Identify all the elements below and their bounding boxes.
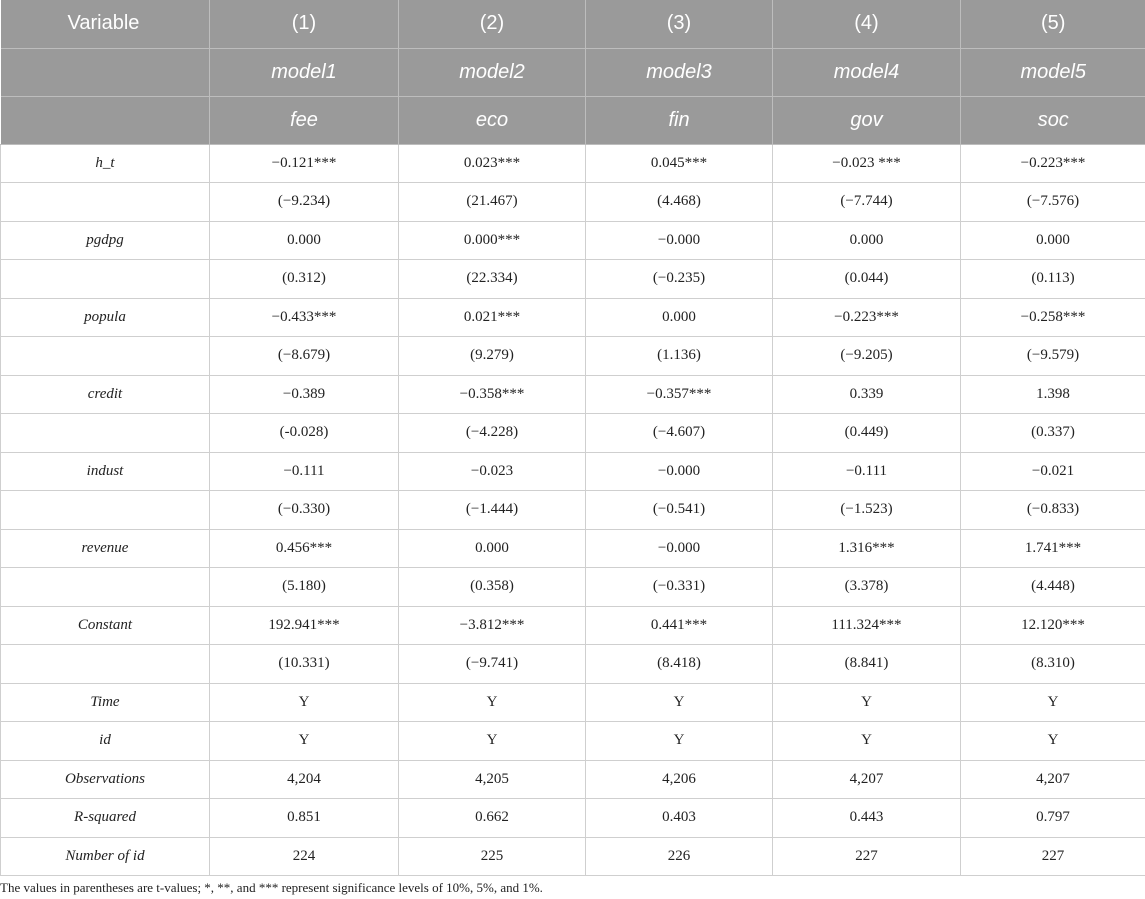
table-cell: Y <box>961 683 1145 722</box>
table-row <box>1 529 1145 568</box>
table-cell: (0.358) <box>399 568 586 607</box>
table-cell: 4,207 <box>961 760 1145 799</box>
table-cell: 0.021*** <box>399 298 586 337</box>
row-label: R-squared <box>1 799 210 838</box>
table-cell: −0.223*** <box>773 298 961 337</box>
table-cell: 227 <box>961 837 1145 876</box>
row-label: credit <box>1 375 210 414</box>
header-row-models <box>1 48 1145 96</box>
header-depvar-1: fee <box>210 96 399 144</box>
table-cell: (−0.235) <box>586 260 773 299</box>
row-label: pgdpg <box>1 221 210 260</box>
table-cell: (−7.576) <box>961 183 1145 222</box>
table-cell: (−0.330) <box>210 491 399 530</box>
table-cell: (10.331) <box>210 645 399 684</box>
table-row <box>1 606 1145 645</box>
table-cell: 4,204 <box>210 760 399 799</box>
table-cell: Y <box>586 683 773 722</box>
table-cell: 226 <box>586 837 773 876</box>
table-cell: 0.443 <box>773 799 961 838</box>
table-cell: (0.449) <box>773 414 961 453</box>
table-row <box>1 645 1145 684</box>
table-row <box>1 452 1145 491</box>
table-cell: (-0.028) <box>210 414 399 453</box>
table-cell: 1.741*** <box>961 529 1145 568</box>
table-body <box>1 144 1145 876</box>
table-cell: 4,207 <box>773 760 961 799</box>
row-label <box>1 414 210 453</box>
table-cell: 0.000 <box>961 221 1145 260</box>
table-row <box>1 144 1145 183</box>
table-cell: 0.851 <box>210 799 399 838</box>
table-cell: −0.023 *** <box>773 144 961 183</box>
table-cell: (8.418) <box>586 645 773 684</box>
table-cell: 4,205 <box>399 760 586 799</box>
header-model-3: model3 <box>586 48 773 96</box>
header-column-4: (4) <box>773 0 961 48</box>
table-cell: Y <box>399 722 586 761</box>
table-cell: Y <box>773 683 961 722</box>
table-cell: −0.023 <box>399 452 586 491</box>
table-cell: Y <box>961 722 1145 761</box>
header-depvar-2: eco <box>399 96 586 144</box>
table-cell: (0.044) <box>773 260 961 299</box>
table-cell: −0.000 <box>586 221 773 260</box>
table-cell: 0.456*** <box>210 529 399 568</box>
table-row <box>1 799 1145 838</box>
row-label <box>1 645 210 684</box>
table-cell: −0.121*** <box>210 144 399 183</box>
table-row <box>1 837 1145 876</box>
table-cell: 0.441*** <box>586 606 773 645</box>
table-cell: (−1.444) <box>399 491 586 530</box>
table-cell: (0.113) <box>961 260 1145 299</box>
table-cell: 192.941*** <box>210 606 399 645</box>
table-cell: −0.021 <box>961 452 1145 491</box>
table-cell: 224 <box>210 837 399 876</box>
header-model-5: model5 <box>961 48 1145 96</box>
table-row <box>1 414 1145 453</box>
row-label: id <box>1 722 210 761</box>
table-cell: 1.316*** <box>773 529 961 568</box>
table-row <box>1 375 1145 414</box>
header-column-2: (2) <box>399 0 586 48</box>
header-model-4: model4 <box>773 48 961 96</box>
header-column-3: (3) <box>586 0 773 48</box>
row-label: Time <box>1 683 210 722</box>
table-cell: −0.389 <box>210 375 399 414</box>
table-cell: 0.000 <box>586 298 773 337</box>
table-cell: (8.841) <box>773 645 961 684</box>
table-cell: 227 <box>773 837 961 876</box>
row-label <box>1 568 210 607</box>
table-row <box>1 260 1145 299</box>
header-row-depvars <box>1 96 1145 144</box>
table-cell: 111.324*** <box>773 606 961 645</box>
table-cell: −0.000 <box>586 529 773 568</box>
row-label <box>1 491 210 530</box>
table-footnote: The values in parentheses are t-values; *, **, and *** represent significance levels of 10%, 5%, and 1%. <box>0 880 543 895</box>
table-cell: −0.357*** <box>586 375 773 414</box>
table-cell: (−9.741) <box>399 645 586 684</box>
table-row <box>1 337 1145 376</box>
row-label: Number of id <box>1 837 210 876</box>
table-cell: (4.468) <box>586 183 773 222</box>
header-column-1: (1) <box>210 0 399 48</box>
table-cell: (21.467) <box>399 183 586 222</box>
table-cell: (−4.228) <box>399 414 586 453</box>
header-empty-cell <box>1 48 210 96</box>
table-cell: 0.045*** <box>586 144 773 183</box>
row-label: Constant <box>1 606 210 645</box>
row-label: h_t <box>1 144 210 183</box>
table-cell: Y <box>210 722 399 761</box>
table-cell: (−0.833) <box>961 491 1145 530</box>
header-depvar-5: soc <box>961 96 1145 144</box>
table-row <box>1 183 1145 222</box>
table-cell: −0.433*** <box>210 298 399 337</box>
table-row <box>1 722 1145 761</box>
table-cell: 0.403 <box>586 799 773 838</box>
header-column-5: (5) <box>961 0 1145 48</box>
table-cell: 0.000 <box>399 529 586 568</box>
header-empty-cell <box>1 96 210 144</box>
table-cell: 0.662 <box>399 799 586 838</box>
table-cell: (8.310) <box>961 645 1145 684</box>
table-cell: Y <box>773 722 961 761</box>
table-cell: (−8.679) <box>210 337 399 376</box>
table-row <box>1 760 1145 799</box>
header-variable: Variable <box>1 0 210 48</box>
table-row <box>1 568 1145 607</box>
table-cell: (22.334) <box>399 260 586 299</box>
row-label: indust <box>1 452 210 491</box>
header-model-1: model1 <box>210 48 399 96</box>
table-cell: (0.312) <box>210 260 399 299</box>
table-cell: (4.448) <box>961 568 1145 607</box>
table-cell: 1.398 <box>961 375 1145 414</box>
header-row-columns <box>1 0 1145 48</box>
table-cell: 0.339 <box>773 375 961 414</box>
table-cell: (1.136) <box>586 337 773 376</box>
table-row <box>1 298 1145 337</box>
table-cell: −0.223*** <box>961 144 1145 183</box>
table-cell: (−9.234) <box>210 183 399 222</box>
row-label: popula <box>1 298 210 337</box>
table-cell: 0.000*** <box>399 221 586 260</box>
row-label <box>1 183 210 222</box>
table-cell: 0.000 <box>773 221 961 260</box>
row-label <box>1 337 210 376</box>
row-label: Observations <box>1 760 210 799</box>
table-cell: (−7.744) <box>773 183 961 222</box>
table-cell: (5.180) <box>210 568 399 607</box>
table-cell: (0.337) <box>961 414 1145 453</box>
table-header <box>1 0 1145 144</box>
table-cell: (−4.607) <box>586 414 773 453</box>
table-cell: (9.279) <box>399 337 586 376</box>
table-cell: −3.812*** <box>399 606 586 645</box>
table-cell: −0.111 <box>210 452 399 491</box>
table-cell: Y <box>210 683 399 722</box>
table-cell: Y <box>399 683 586 722</box>
table-cell: 12.120*** <box>961 606 1145 645</box>
table-cell: 0.797 <box>961 799 1145 838</box>
row-label <box>1 260 210 299</box>
table-cell: 0.023*** <box>399 144 586 183</box>
table-cell: (−0.541) <box>586 491 773 530</box>
header-depvar-4: gov <box>773 96 961 144</box>
table-cell: 225 <box>399 837 586 876</box>
table-cell: (−9.205) <box>773 337 961 376</box>
table-cell: (−0.331) <box>586 568 773 607</box>
header-model-2: model2 <box>399 48 586 96</box>
table-cell: (−9.579) <box>961 337 1145 376</box>
table-cell: −0.258*** <box>961 298 1145 337</box>
table-cell: −0.358*** <box>399 375 586 414</box>
table-row <box>1 683 1145 722</box>
table-cell: 0.000 <box>210 221 399 260</box>
table-cell: −0.111 <box>773 452 961 491</box>
table-cell: (−1.523) <box>773 491 961 530</box>
header-depvar-3: fin <box>586 96 773 144</box>
table-row <box>1 221 1145 260</box>
table-cell: Y <box>586 722 773 761</box>
table-cell: 4,206 <box>586 760 773 799</box>
row-label: revenue <box>1 529 210 568</box>
table-row <box>1 491 1145 530</box>
table-cell: (3.378) <box>773 568 961 607</box>
table-cell: −0.000 <box>586 452 773 491</box>
